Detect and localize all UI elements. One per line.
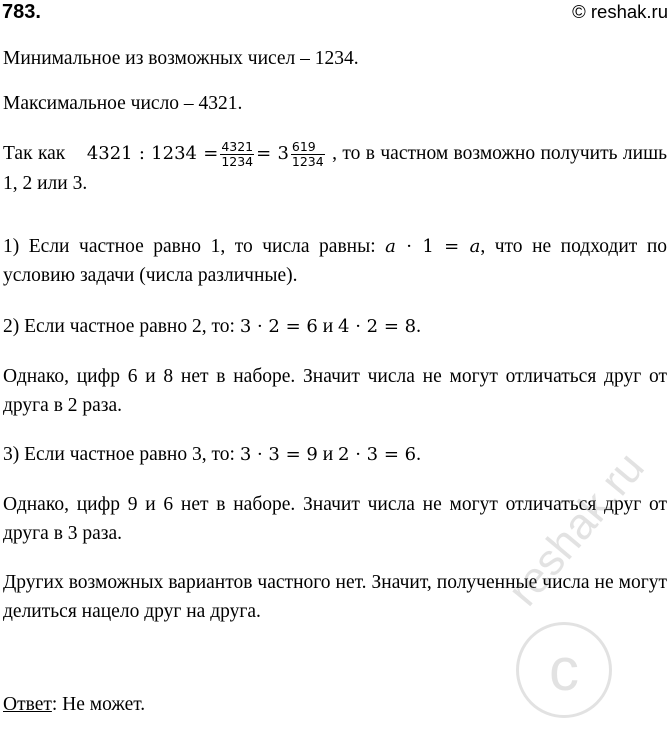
paragraph-case-3-conclusion: Однако, цифр 9 и 6 нет в наборе. Значит числа не могут отличаться друг от друга в 3 раза.: [3, 494, 667, 544]
case-3-equation-1: 3 · 3 = 9: [239, 444, 318, 465]
fraction-619-1234: [291, 140, 325, 169]
paragraph-minimum: Минимальное из возможных чисел – 1234.: [3, 48, 359, 69]
case-1-equation: [385, 236, 480, 257]
paragraph-case-1: [3, 232, 667, 290]
period: .: [416, 444, 421, 465]
paragraph-case-2-conclusion: Однако, цифр 6 и 8 нет в наборе. Значит числа не могут отличаться друг от друга в 2 раза.: [3, 366, 667, 416]
equation-middle: · 1 =: [395, 236, 470, 257]
case-2-equation-2: 4 · 2 = 8: [338, 316, 417, 337]
period: .: [416, 316, 421, 337]
fraction-denominator: 1234: [291, 154, 324, 170]
fraction-denominator: 1234: [221, 154, 254, 170]
answer-label: Ответ: [3, 694, 52, 715]
quotient-conclusion: , то в частном возможно получить лишь 1, 2 или 3.: [3, 143, 667, 195]
quotient-lead-text: Так как: [3, 143, 66, 164]
quotient-expression: 4321 : 1234 =: [86, 143, 219, 164]
case-3-text: 3) Если частное равно 3, то:: [3, 444, 235, 465]
problem-number: 783.: [2, 1, 41, 23]
paragraph-case-3: [3, 440, 667, 469]
fraction-numerator: 619: [291, 140, 325, 155]
paragraph-quotient: [3, 139, 667, 198]
variable-a: a: [469, 236, 481, 257]
conjunction: и: [322, 316, 334, 337]
case-2-equation-1: 3 · 2 = 6: [239, 316, 318, 337]
watermark-text: reshak.ru: [498, 443, 654, 616]
header: [2, 0, 668, 26]
conjunction: и: [322, 444, 334, 465]
paragraph-final-conclusion: Других возможных вариантов частного нет. Значит, полученные числа не могут делиться нацело друг на друга.: [3, 572, 667, 622]
fraction-4321-1234: [220, 140, 254, 169]
case-1-conclusion: , что не подходит по условию задачи (числа различные).: [3, 236, 668, 286]
answer-text: : Не может.: [51, 694, 146, 715]
case-1-text: 1) Если частное равно 1, то числа равны:: [3, 236, 376, 257]
mixed-number-whole: = 3: [256, 143, 289, 164]
paragraph-case-2: [3, 312, 667, 341]
paragraph-maximum: Максимальное число – 4321.: [3, 93, 243, 114]
case-3-equation-2: 2 · 3 = 6: [338, 444, 417, 465]
answer-line: [3, 690, 667, 719]
fraction-numerator: 4321: [221, 139, 254, 155]
watermark-symbol: c: [549, 636, 579, 703]
variable-a: a: [385, 236, 396, 257]
case-2-text: 2) Если частное равно 2, то:: [3, 316, 235, 337]
copyright-notice: © reshak.ru: [572, 1, 668, 22]
